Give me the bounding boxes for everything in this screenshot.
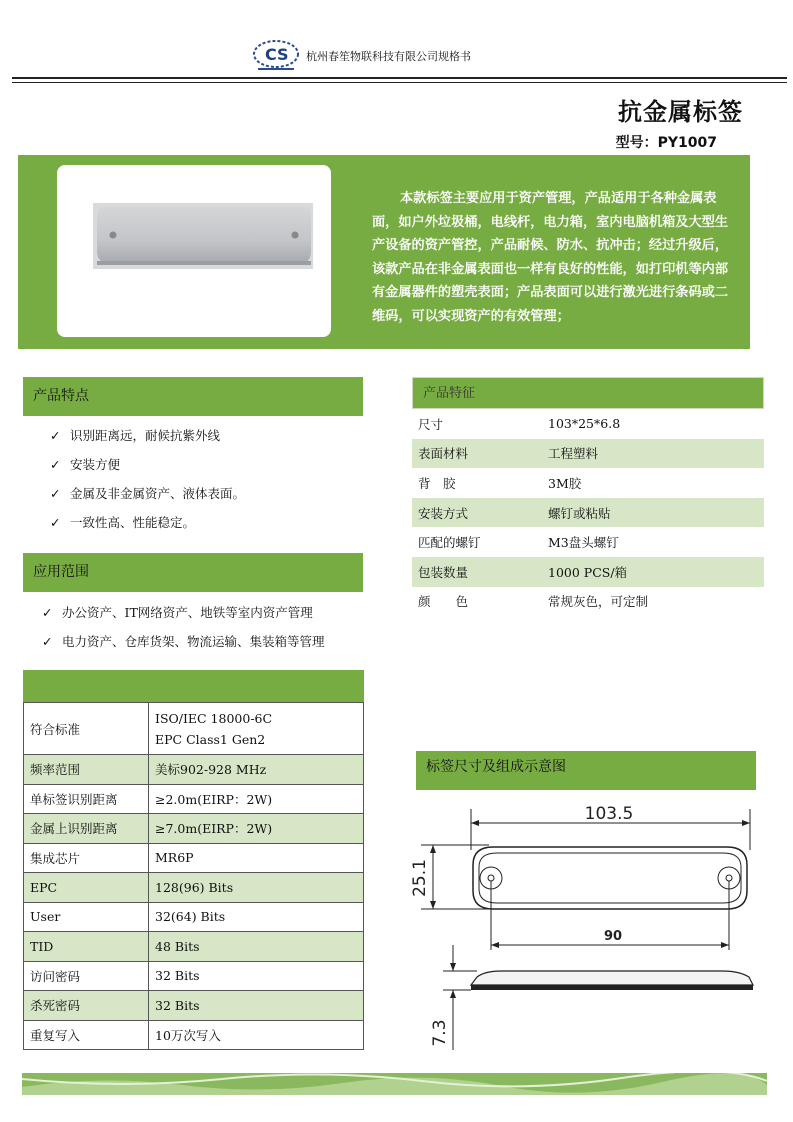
table-row: 集成芯片 MR6P (24, 843, 364, 873)
characteristics-panel (412, 377, 764, 616)
characteristics-heading: 产品特征 (412, 377, 764, 409)
table-row: TID 48 Bits (24, 932, 364, 962)
table-row: 单标签识别距离 ≥2.0m(EIRP：2W) (24, 784, 364, 814)
hole-spacing-dimension: 90 (603, 929, 623, 944)
list-item: ✓ 电力资产、仓库货架、物流运输、集装箱等管理 (42, 634, 325, 649)
applications-list (42, 603, 325, 661)
width-dimension: 25.1 (410, 859, 430, 897)
header-rule-thin (12, 82, 787, 83)
table-row: User 32(64) Bits (24, 902, 364, 932)
check-icon: ✓ (42, 634, 53, 649)
header-rule (12, 77, 787, 79)
check-icon: ✓ (42, 605, 53, 620)
list-item: ✓ 安装方便 (50, 457, 121, 472)
characteristics-table (412, 409, 764, 616)
table-row: 访问密码 32 Bits (24, 961, 364, 991)
table-row: 频率范围 美标902-928 MHz (24, 755, 364, 785)
table-row: 背 胶 3M胶 (418, 475, 582, 491)
table-row: 金属上识别距离 ≥7.0m(EIRP：2W) (24, 814, 364, 844)
check-icon: ✓ (50, 515, 61, 530)
list-item: ✓ 一致性高、性能稳定。 (50, 515, 196, 530)
diagram-heading: 标签尺寸及组成示意图 (416, 751, 756, 790)
table-row: 尺寸 103*25*6.8 (418, 416, 621, 432)
product-title: 抗金属标签 (618, 98, 743, 126)
features-list (50, 426, 245, 542)
features-heading: 产品特点 (23, 377, 363, 416)
check-icon: ✓ (50, 457, 61, 472)
table-row: 包装数量 1000 PCS/箱 (412, 557, 764, 587)
intro-text: 本款标签主要应用于资产管理，产品适用于各种金属表面，如户外垃圾桶，电线杆，电力箱，室内电脑机箱及大型生产设备的资产管控，产品耐候、防水、抗冲击；经过升级后，该款产品在非金属表面也一样有良好的性能，如打印机等内部有金属器件的塑壳表面；产品表面可以进行激光进行条码或二维码，可以实现资产的有效管理； (372, 191, 729, 324)
thickness-dimension: 7.3 (430, 1019, 450, 1047)
length-dimension: 103.5 (584, 804, 634, 824)
table-row: 表面材料 工程塑料 (412, 439, 764, 469)
list-item: ✓ 办公资产、IT网络资产、地铁等室内资产管理 (42, 605, 313, 620)
table-row: 安装方式 螺钉或粘贴 (412, 498, 764, 528)
list-item: ✓ 金属及非金属资产、液体表面。 (50, 486, 246, 501)
product-model: 型号：PY1007 (615, 135, 717, 151)
dimension-diagram (405, 795, 775, 1060)
company-logo (252, 38, 300, 74)
logo-text: CS (265, 45, 289, 64)
company-name: 杭州春笙物联科技有限公司规格书 (306, 50, 471, 63)
table-row: EPC 128(96) Bits (24, 873, 364, 903)
spec-table (23, 702, 364, 1050)
table-row: 杀死密码 32 Bits (24, 991, 364, 1021)
product-photo-card (57, 165, 331, 337)
check-icon: ✓ (50, 486, 61, 501)
list-item: ✓ 识别距离远，耐候抗紫外线 (50, 428, 221, 443)
table-row: 重复写入 10万次写入 (24, 1020, 364, 1050)
table-row: 符合标准 ISO/IEC 18000-6C EPC Class1 Gen2 (24, 703, 364, 755)
product-photo (57, 165, 331, 337)
table-row: 颜 色 常规灰色，可定制 (418, 594, 649, 610)
spec-heading-bar (23, 670, 364, 702)
check-icon: ✓ (50, 428, 61, 443)
table-row: 匹配的螺钉 M3盘头螺钉 (418, 535, 619, 551)
footer-bar (22, 1073, 767, 1095)
applications-heading: 应用范围 (23, 553, 363, 592)
spec-panel (23, 670, 364, 1050)
